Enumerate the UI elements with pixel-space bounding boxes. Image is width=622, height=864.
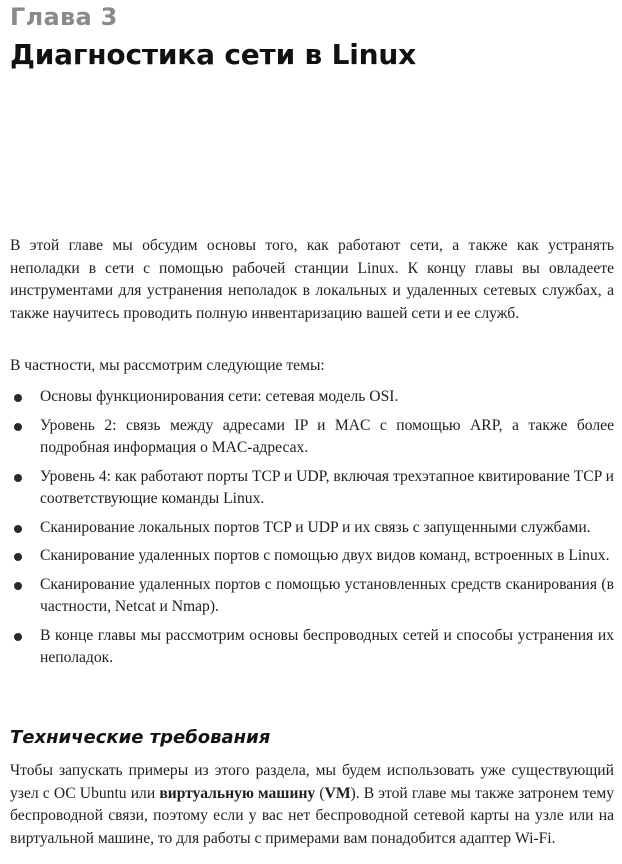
list-item-text: Сканирование локальных портов TCP и UDP и их связь с запущенными службами. xyxy=(40,518,591,536)
chapter-title: Диагностика сети в Linux xyxy=(10,38,416,71)
chapter-label: Глава 3 xyxy=(10,3,118,31)
list-item xyxy=(10,517,614,540)
list-item xyxy=(10,574,614,619)
list-item xyxy=(10,415,614,460)
list-item xyxy=(10,625,614,670)
bullet-icon xyxy=(14,423,22,431)
list-item-text: Сканирование удаленных портов с помощью установленных средств сканирования (в частности, Netcat и Nmap). xyxy=(40,575,614,615)
bullet-icon xyxy=(14,474,22,482)
list-item-text: Уровень 2: связь между адресами IP и MAC с помощью ARP, а также более подробная информация о MAC-адресах. xyxy=(40,416,614,456)
section-heading: Технические требования xyxy=(10,727,271,748)
bullet-icon xyxy=(14,633,22,641)
list-item-text: Уровень 4: как работают порты TCP и UDP, включая трехэтапное квитирование TCP и соответствующие команды Linux. xyxy=(40,467,614,507)
technical-requirements-paragraph xyxy=(10,760,614,850)
tech-text-part3: ). В этой главе мы также затронем тему беспроводной связи, поэтому если у вас нет беспроводной сетевой карты на узле или на виртуальной машине, то для работы с примерами вам понадобится адаптер Wi-Fi. xyxy=(10,784,615,847)
tech-bold-term: виртуальную машину xyxy=(159,784,316,802)
intro-paragraph: В этой главе мы обсудим основы того, как работают сети, а также как устранять неполадки в сети с помощью рабочей станции Linux. К концу главы вы овладеете инструментами для устранения неполадок в локальных и удаленных сетевых службах, а также научитесь проводить полную инвентаризацию вашей сети и ее служб. xyxy=(10,237,614,322)
list-item xyxy=(10,545,614,568)
list-item-text: Сканирование удаленных портов с помощью двух видов команд, встроенных в Linux. xyxy=(40,547,610,564)
topics-lead: В частности, мы рассмотрим следующие темы: xyxy=(10,357,325,374)
bullet-icon xyxy=(14,553,22,561)
list-item xyxy=(10,386,614,409)
list-item-text: В конце главы мы рассмотрим основы беспроводных сетей и способы устранения их неполадок. xyxy=(40,626,614,666)
tech-text-part2: ( xyxy=(315,784,325,802)
list-item xyxy=(10,466,614,511)
tech-bold-abbr: VM xyxy=(324,784,351,802)
tech-text-part1: Чтобы запускать примеры из этого раздела, мы будем использовать уже существующий узел с ОС Ubuntu или xyxy=(10,762,614,802)
bullet-icon xyxy=(14,582,22,590)
list-item-text: Основы функционирования сети: сетевая модель OSI. xyxy=(40,388,399,405)
bullet-icon xyxy=(14,525,22,533)
bullet-icon xyxy=(14,394,22,402)
topics-list xyxy=(10,386,614,676)
